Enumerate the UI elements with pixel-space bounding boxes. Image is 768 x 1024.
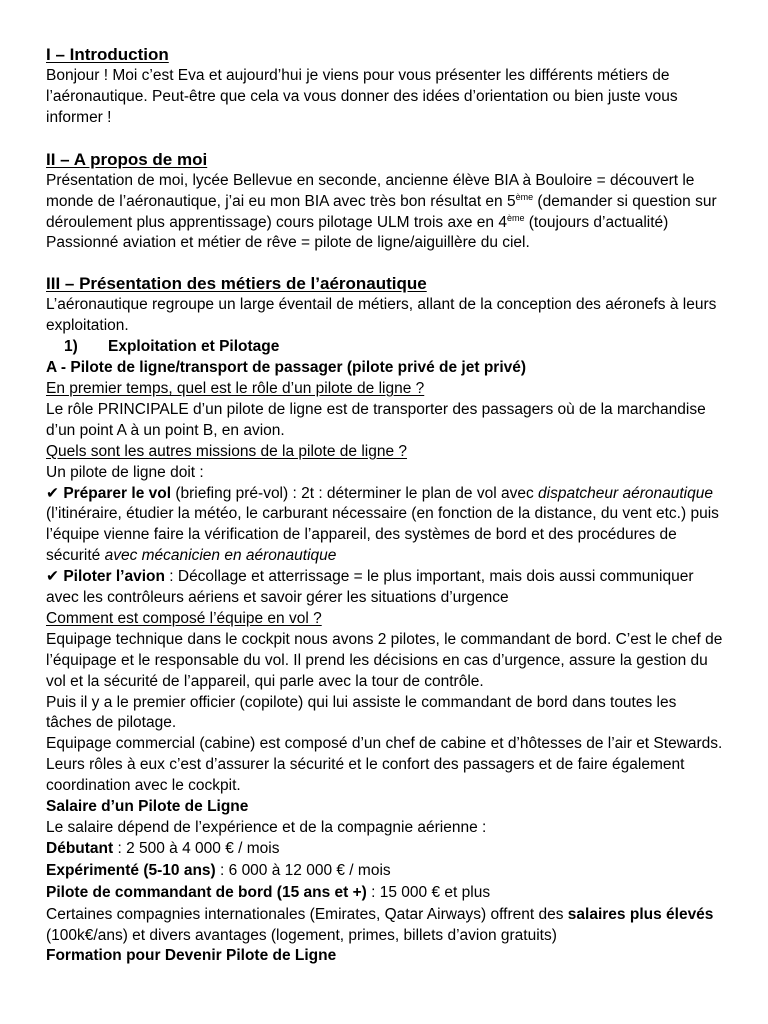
- check-icon: ✔: [46, 484, 59, 502]
- international-salaries: [46, 905, 726, 947]
- training-title: Formation pour Devenir Pilote de Ligne: [46, 947, 337, 965]
- salary-item: [46, 839, 726, 861]
- mission-prepare: [46, 484, 726, 568]
- international-bold: salaires plus élevés: [567, 905, 714, 923]
- salary-label: Expérimenté (5-10 ans): [46, 861, 216, 879]
- question-crew: Comment est composé l’équipe en vol ?: [46, 609, 322, 627]
- mission-italic: dispatcheur aéronautique: [538, 484, 713, 502]
- mission-italic: avec mécanicien en aéronautique: [104, 547, 337, 565]
- answer-role: Le rôle PRINCIPALE d’un pilote de ligne est de transporter des passagers où de la marchandise d’un point A à un point B, en avion.: [46, 400, 706, 439]
- about-text-part: Présentation de moi, lycée Bellevue en seconde, ancienne élève BIA à Bouloire = découvert le monde de l’aéronautique, j’ai eu mon BIA avec très bon résultat en 5: [46, 171, 695, 210]
- international-text: Certaines compagnies internationales (Emirates, Qatar Airways) offrent des: [46, 905, 568, 923]
- jobs-intro: L’aéronautique regroupe un large éventail de métiers, allant de la conception des aéronefs à leurs exploitation.: [46, 296, 717, 335]
- about-heading: II – A propos de moi: [46, 149, 208, 169]
- mission-text: (briefing pré-vol) : 2t : déterminer le plan de vol avec: [171, 484, 539, 502]
- missions-intro: Un pilote de ligne doit :: [46, 463, 204, 481]
- salary-label: Pilote de commandant de bord (15 ans et +): [46, 883, 367, 901]
- superscript: ème: [506, 212, 525, 223]
- crew-copilot: Puis il y a le premier officier (copilote) qui lui assiste le commandant de bord dans toutes les tâches de pilotage.: [46, 693, 677, 732]
- salary-intro: Le salaire dépend de l’expérience et de la compagnie aérienne :: [46, 819, 487, 836]
- mission-pilot: [46, 567, 726, 609]
- mission-title: Préparer le vol: [63, 484, 172, 502]
- question-role: En premier temps, quel est le rôle d’un pilote de ligne ?: [46, 379, 425, 397]
- question-missions: Quels sont les autres missions de la pilote de ligne ?: [46, 442, 408, 460]
- section-title: [46, 337, 726, 358]
- salary-item: [46, 861, 726, 883]
- about-text-part: (toujours d’actualité) Passionné aviation et métier de rêve = pilote de ligne/aiguillère du ciel.: [46, 213, 669, 252]
- jobs-heading: III – Présentation des métiers de l’aéronautique: [46, 274, 427, 294]
- mission-title: Piloter l’avion: [63, 568, 165, 586]
- salary-value: : 6 000 à 12 000 € / mois: [215, 861, 391, 879]
- salary-label: Débutant: [46, 839, 114, 857]
- subsection-title: A - Pilote de ligne/transport de passager (pilote privé de jet privé): [46, 359, 527, 377]
- intro-heading: I – Introduction: [46, 45, 169, 64]
- salary-value: : 15 000 € et plus: [366, 883, 491, 901]
- crew-commercial: Equipage commercial (cabine) est composé d’un chef de cabine et d’hôtesses de l’air et Stewards. Leurs rôles à eux c’est d’assurer la sécurité et le confort des passagers et de faire également coordination avec le cockpit.: [46, 735, 723, 795]
- about-paragraph: [46, 171, 726, 255]
- intro-paragraph: Bonjour ! Moi c’est Eva et aujourd’hui je viens pour vous présenter les différents métiers de l’aéronautique. Peut-être que cela va vous donner des idées d’orientation ou bien juste vous informer !: [46, 67, 678, 126]
- about-text-part: (demander si question sur déroulement plus apprentissage) cours pilotage ULM trois axe en 4: [46, 192, 717, 231]
- salary-item: [46, 883, 726, 905]
- check-icon: ✔: [46, 568, 59, 586]
- salary-value: : 2 500 à 4 000 € / mois: [113, 839, 280, 857]
- international-text: (100k€/ans) et divers avantages (logement, primes, billets d’avion gratuits): [46, 926, 557, 944]
- superscript: ème: [515, 191, 534, 202]
- salary-title: Salaire d’un Pilote de Ligne: [46, 798, 249, 816]
- document-page: [46, 44, 726, 967]
- crew-technical: Equipage technique dans le cockpit nous avons 2 pilotes, le commandant de bord. C’est le chef de l’équipage et le responsable du vol. Il prend les décisions en cas d’urgence, assure la gestion du vol et la sécurité de l’appareil, qui parle avec la tour de contrôle.: [46, 630, 723, 690]
- section-number: 1): [64, 338, 78, 356]
- mission-text: (l’itinéraire, étudier la météo, le carburant nécessaire (en fonction de la distance, du vent etc.) puis l’équipe vienne faire la vérification de l’appareil, des systèmes de bord et des procédures de sécurité: [46, 505, 719, 565]
- section-title-text: Exploitation et Pilotage: [108, 338, 280, 356]
- mission-text: : Décollage et atterrissage = le plus important, mais dois aussi communiquer avec les contrôleurs aériens et savoir gérer les situations d’urgence: [46, 568, 694, 607]
